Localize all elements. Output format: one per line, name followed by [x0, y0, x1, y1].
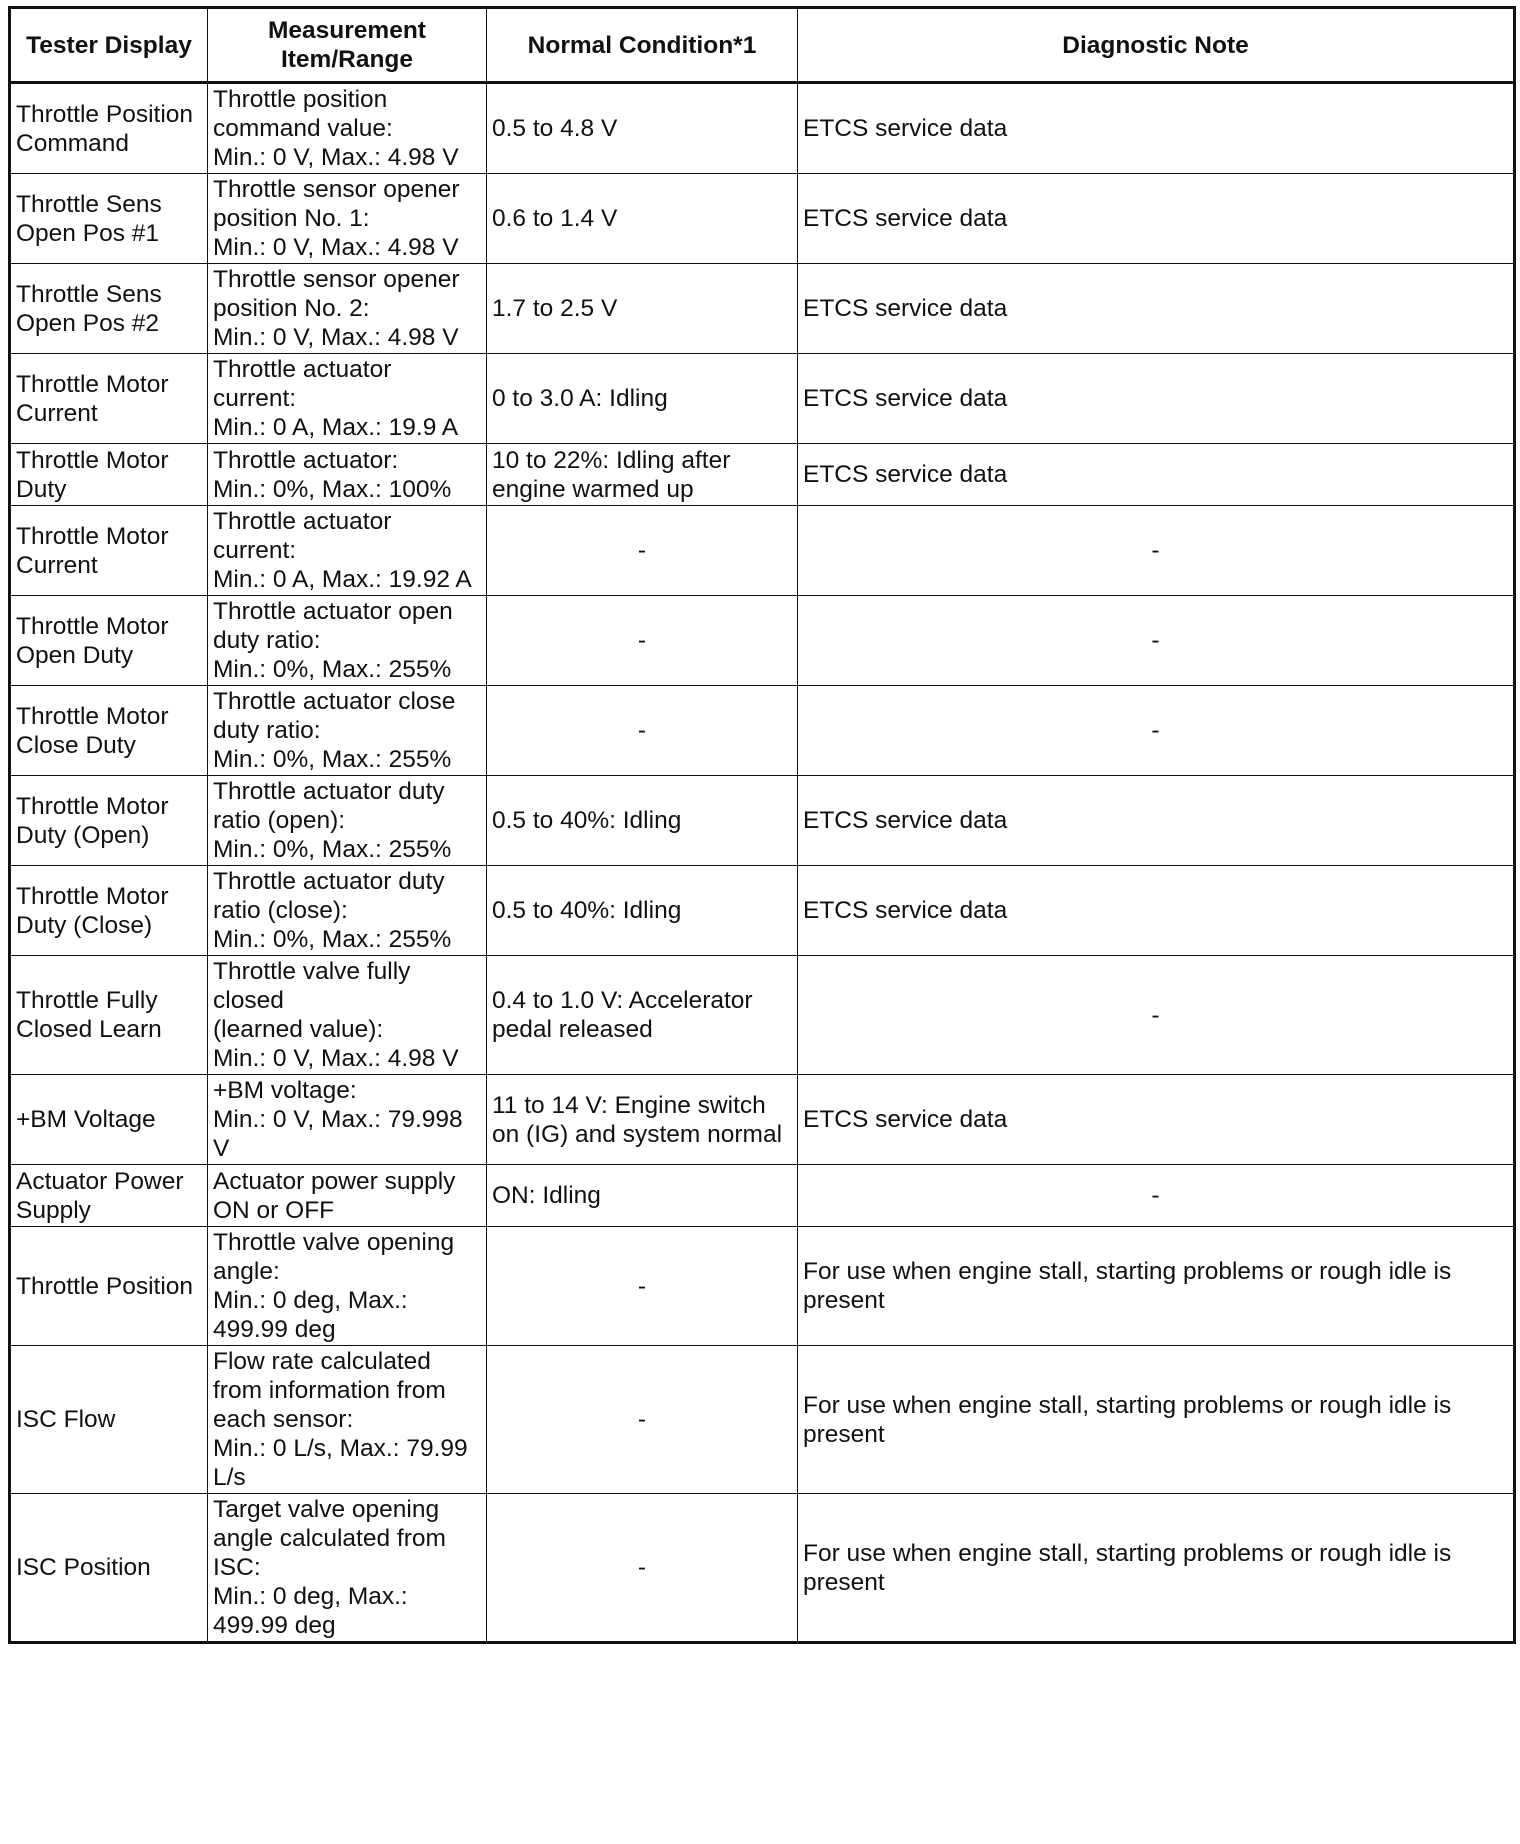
cell-text-line: 0.5 to 4.8 V [492, 115, 618, 142]
cell-text-line: duty ratio: [213, 627, 321, 654]
cell-text-line: L/s [213, 1464, 246, 1491]
cell-tester-display [10, 1165, 208, 1227]
cell-tester-display [10, 174, 208, 264]
cell-measurement-range [208, 1165, 487, 1227]
header-row [10, 8, 1515, 83]
cell-text-line: position No. 1: [213, 205, 370, 232]
cell-text-line: - [637, 1272, 647, 1300]
cell-text-line: ON: Idling [492, 1182, 601, 1209]
cell-diagnostic-note [798, 83, 1515, 174]
cell-tester-display [10, 776, 208, 866]
cell-text-line: - [637, 627, 647, 654]
cell-tester-display [10, 1075, 208, 1165]
cell-diagnostic-note [798, 1227, 1515, 1346]
cell-measurement-range [208, 264, 487, 354]
cell-text-line: ETCS service data [803, 897, 1008, 924]
cell-text-line: engine warmed up [492, 475, 694, 503]
cell-text-line: For use when engine stall, starting problems or rough idle is [803, 1391, 1452, 1419]
cell-text-line: Min.: 0 V, Max.: 4.98 V [213, 144, 459, 171]
cell-text-line: Actuator power supply [213, 1167, 456, 1195]
cell-text-line: Throttle Fully [16, 987, 158, 1014]
cell-diagnostic-note [798, 596, 1515, 686]
cell-measurement-range [208, 444, 487, 506]
document-page [8, 6, 1516, 1644]
cell-text-line: Throttle valve opening [213, 1229, 455, 1256]
cell-text-line: Duty [16, 475, 67, 503]
cell-text-line: Throttle Motor [16, 882, 169, 910]
cell-text-line: duty ratio: [213, 717, 321, 744]
cell-text-line: 0.5 to 40%: Idling [492, 807, 682, 834]
cell-text-line: Min.: 0 V, Max.: 79.998 [213, 1106, 463, 1133]
table-row [10, 1494, 1515, 1643]
cell-text-line: ETCS service data [803, 1106, 1008, 1133]
table-row [10, 1075, 1515, 1165]
cell-text-line: from information from [213, 1377, 446, 1404]
cell-normal-condition [487, 776, 798, 866]
cell-text-line: Throttle Motor [16, 612, 169, 640]
cell-text-line: each sensor: [213, 1406, 354, 1433]
cell-text-line: Duty (Close) [16, 911, 153, 939]
cell-text-line: - [1151, 627, 1160, 654]
cell-diagnostic-note [798, 776, 1515, 866]
cell-text-line: - [1151, 717, 1160, 744]
cell-text-line: Min.: 0 A, Max.: 19.9 A [213, 414, 459, 441]
cell-diagnostic-note [798, 354, 1515, 444]
cell-text-line: Min.: 0%, Max.: 255% [213, 836, 452, 863]
table-row [10, 1165, 1515, 1227]
cell-text-line: - [1151, 1001, 1160, 1029]
cell-text-line: 0.4 to 1.0 V: Accelerator [492, 987, 753, 1014]
cell-diagnostic-note [798, 264, 1515, 354]
cell-text-line: Min.: 0 V, Max.: 4.98 V [213, 1045, 459, 1072]
header-measurement-item: Measurement Item/Range [208, 8, 487, 83]
cell-tester-display [10, 686, 208, 776]
cell-text-line: 0.5 to 40%: Idling [492, 897, 682, 924]
cell-text-line: command value: [213, 115, 393, 142]
cell-text-line: Min.: 0%, Max.: 255% [213, 746, 452, 773]
cell-text-line: Throttle Position [16, 1272, 194, 1300]
cell-text-line: 0 to 3.0 A: Idling [492, 385, 668, 412]
cell-text-line: pedal released [492, 1016, 653, 1043]
cell-normal-condition [487, 1165, 798, 1227]
cell-normal-condition [487, 1075, 798, 1165]
cell-text-line: Min.: 0 V, Max.: 4.98 V [213, 234, 459, 261]
cell-tester-display [10, 444, 208, 506]
cell-text-line: Min.: 0 L/s, Max.: 79.99 [213, 1435, 468, 1462]
cell-measurement-range [208, 1075, 487, 1165]
cell-text-line: Throttle Motor [16, 370, 169, 398]
cell-text-line: Closed Learn [16, 1016, 162, 1043]
cell-text-line: Open Duty [16, 641, 134, 669]
cell-text-line: Throttle Sens [16, 190, 162, 218]
cell-text-line: closed [213, 987, 284, 1014]
cell-diagnostic-note [798, 444, 1515, 506]
cell-measurement-range [208, 686, 487, 776]
cell-text-line: present [803, 1420, 885, 1448]
cell-text-line: Min.: 0 V, Max.: 4.98 V [213, 324, 459, 351]
cell-tester-display [10, 354, 208, 444]
cell-normal-condition [487, 354, 798, 444]
cell-measurement-range [208, 866, 487, 956]
cell-text-line: 1.7 to 2.5 V [492, 295, 618, 322]
cell-diagnostic-note [798, 866, 1515, 956]
cell-text-line: - [637, 1406, 647, 1433]
cell-normal-condition [487, 264, 798, 354]
cell-text-line: Throttle actuator [213, 508, 392, 535]
cell-measurement-range [208, 1346, 487, 1494]
cell-diagnostic-note [798, 1165, 1515, 1227]
header-tester-display: Tester Display [10, 8, 208, 83]
cell-text-line: - [1151, 537, 1160, 564]
cell-text-line: ETCS service data [803, 295, 1008, 322]
cell-text-line: Throttle Motor [16, 702, 169, 730]
cell-normal-condition [487, 174, 798, 264]
cell-text-line: Command [16, 129, 130, 157]
cell-text-line: For use when engine stall, starting problems or rough idle is [803, 1258, 1452, 1285]
cell-text-line: ETCS service data [803, 807, 1008, 834]
cell-diagnostic-note [798, 1075, 1515, 1165]
cell-text-line: current: [213, 537, 297, 564]
cell-text-line: Min.: 0 A, Max.: 19.92 A [213, 566, 472, 593]
cell-text-line: Throttle Sens [16, 280, 162, 308]
cell-normal-condition [487, 1494, 798, 1643]
cell-normal-condition [487, 686, 798, 776]
cell-text-line: Duty (Open) [16, 821, 150, 849]
cell-text-line: Min.: 0%, Max.: 255% [213, 656, 452, 683]
header-normal-condition: Normal Condition*1 [487, 8, 798, 83]
cell-text-line: Min.: 0%, Max.: 255% [213, 926, 452, 953]
cell-text-line: ratio (close): [213, 897, 348, 924]
cell-text-line: +BM Voltage [16, 1106, 156, 1133]
cell-tester-display [10, 506, 208, 596]
table-row [10, 1346, 1515, 1494]
cell-tester-display [10, 1227, 208, 1346]
cell-text-line: Throttle sensor opener [213, 266, 460, 293]
cell-text-line: ETCS service data [803, 385, 1008, 412]
cell-normal-condition [487, 444, 798, 506]
cell-text-line: Throttle Motor [16, 446, 169, 474]
cell-text-line: ETCS service data [803, 115, 1008, 142]
cell-normal-condition [487, 83, 798, 174]
cell-text-line: V [213, 1135, 230, 1162]
header-diagnostic-note: Diagnostic Note [798, 8, 1515, 83]
cell-text-line: ETCS service data [803, 461, 1008, 488]
cell-normal-condition [487, 1346, 798, 1494]
cell-text-line: Throttle valve fully [213, 958, 411, 985]
cell-text-line: current: [213, 385, 297, 412]
cell-text-line: Actuator Power [16, 1167, 184, 1195]
cell-text-line: ISC: [213, 1554, 261, 1581]
cell-text-line: Throttle actuator open [213, 598, 453, 625]
cell-tester-display [10, 83, 208, 174]
cell-text-line: Throttle Position [16, 100, 194, 128]
cell-measurement-range [208, 506, 487, 596]
cell-text-line: ISC Flow [16, 1406, 116, 1433]
cell-text-line: - [1151, 1182, 1160, 1209]
cell-text-line: Current [16, 399, 98, 427]
cell-text-line: Min.: 0 deg, Max.: [213, 1583, 408, 1610]
cell-text-line: Min.: 0%, Max.: 100% [213, 475, 452, 503]
table-row [10, 354, 1515, 444]
table-row [10, 776, 1515, 866]
cell-text-line: - [637, 1554, 647, 1581]
cell-normal-condition [487, 866, 798, 956]
cell-normal-condition [487, 506, 798, 596]
cell-text-line: Open Pos #2 [16, 309, 160, 337]
cell-measurement-range [208, 83, 487, 174]
cell-diagnostic-note [798, 506, 1515, 596]
table-row [10, 1227, 1515, 1346]
cell-text-line: +BM voltage: [213, 1077, 357, 1104]
cell-text-line: ISC Position [16, 1554, 151, 1581]
cell-text-line: Throttle actuator close [213, 688, 456, 715]
cell-diagnostic-note [798, 1494, 1515, 1643]
cell-text-line: Throttle actuator: [213, 446, 399, 474]
cell-text-line: 10 to 22%: Idling after [492, 446, 731, 474]
data-list-table [8, 6, 1516, 1644]
table-row [10, 596, 1515, 686]
table-body [10, 83, 1515, 1643]
cell-tester-display [10, 1346, 208, 1494]
cell-measurement-range [208, 776, 487, 866]
cell-text-line: Throttle sensor opener [213, 176, 460, 203]
cell-normal-condition [487, 1227, 798, 1346]
cell-text-line: Throttle position [213, 86, 388, 113]
cell-text-line: Min.: 0 deg, Max.: [213, 1287, 408, 1314]
table-row [10, 956, 1515, 1075]
table-row [10, 686, 1515, 776]
cell-text-line: Throttle actuator [213, 356, 392, 383]
cell-diagnostic-note [798, 174, 1515, 264]
table-row [10, 506, 1515, 596]
cell-text-line: Supply [16, 1196, 91, 1224]
cell-text-line: - [637, 717, 647, 744]
cell-tester-display [10, 1494, 208, 1643]
cell-measurement-range [208, 596, 487, 686]
cell-text-line: 499.99 deg [213, 1612, 336, 1639]
cell-tester-display [10, 866, 208, 956]
cell-tester-display [10, 956, 208, 1075]
cell-diagnostic-note [798, 956, 1515, 1075]
cell-measurement-range [208, 956, 487, 1075]
cell-text-line: ETCS service data [803, 205, 1008, 232]
cell-text-line: angle calculated from [213, 1525, 446, 1552]
cell-text-line: present [803, 1568, 885, 1596]
table-row [10, 83, 1515, 174]
cell-text-line: Flow rate calculated [213, 1348, 431, 1375]
table-row [10, 866, 1515, 956]
cell-text-line: ratio (open): [213, 807, 346, 834]
cell-text-line: Throttle Motor [16, 792, 169, 820]
cell-text-line: Current [16, 551, 98, 579]
cell-text-line: present [803, 1287, 885, 1314]
table-row [10, 444, 1515, 506]
cell-diagnostic-note [798, 1346, 1515, 1494]
cell-text-line: Throttle actuator duty [213, 868, 445, 895]
cell-text-line: Open Pos #1 [16, 219, 160, 247]
table-row [10, 264, 1515, 354]
cell-measurement-range [208, 1494, 487, 1643]
cell-measurement-range [208, 174, 487, 264]
table-row [10, 174, 1515, 264]
cell-diagnostic-note [798, 686, 1515, 776]
cell-text-line: 0.6 to 1.4 V [492, 205, 618, 232]
cell-tester-display [10, 596, 208, 686]
cell-text-line: ON or OFF [213, 1196, 335, 1224]
cell-normal-condition [487, 956, 798, 1075]
cell-text-line: 499.99 deg [213, 1316, 336, 1343]
cell-text-line: Target valve opening [213, 1496, 440, 1523]
cell-normal-condition [487, 596, 798, 686]
cell-text-line: 11 to 14 V: Engine switch [492, 1091, 766, 1119]
cell-text-line: (learned value): [213, 1016, 384, 1043]
cell-measurement-range [208, 354, 487, 444]
cell-text-line: Close Duty [16, 731, 136, 759]
cell-tester-display [10, 264, 208, 354]
cell-text-line: angle: [213, 1258, 280, 1285]
cell-text-line: Throttle Motor [16, 522, 169, 550]
cell-text-line: on (IG) and system normal [492, 1120, 783, 1148]
cell-text-line: Throttle actuator duty [213, 778, 445, 805]
cell-measurement-range [208, 1227, 487, 1346]
cell-text-line: For use when engine stall, starting problems or rough idle is [803, 1539, 1452, 1567]
cell-text-line: position No. 2: [213, 295, 370, 322]
cell-text-line: - [637, 537, 647, 564]
